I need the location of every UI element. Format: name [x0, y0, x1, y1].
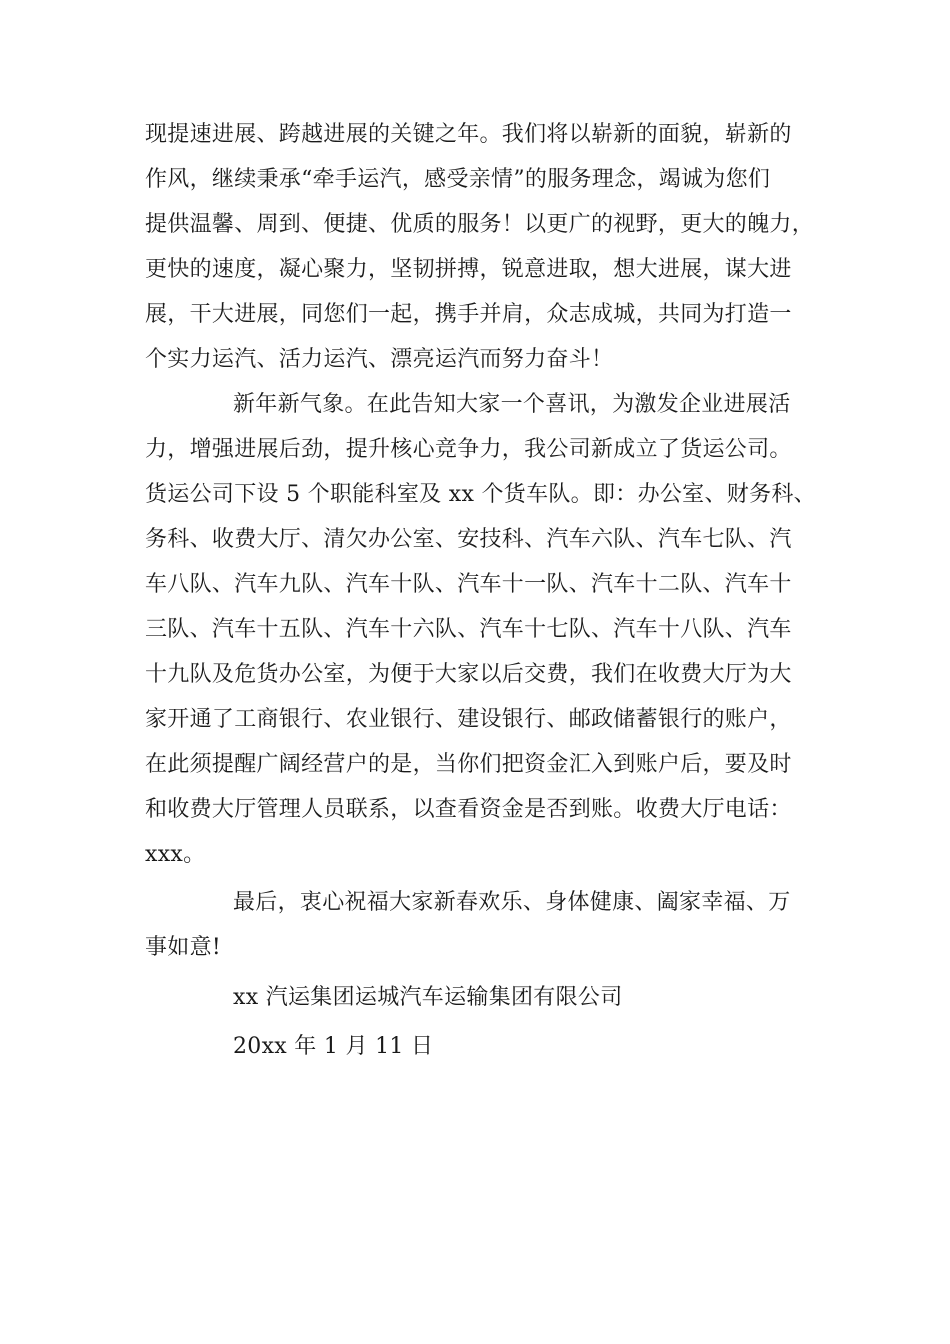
paragraph-1-line-2: 作风，继续秉承“牵手运汽，感受亲情”的服务理念，竭诚为您们 [145, 167, 771, 192]
paragraph-1-line-3: 提供温馨、周到、便捷、优质的服务！以更广的视野，更大的魄力， [145, 212, 815, 237]
paragraph-1-line-1: 现提速进展、跨越进展的关键之年。我们将以崭新的面貌，崭新的 [145, 122, 792, 147]
signature-company: xx 汽运集团运城汽车运输集团有限公司 [233, 985, 623, 1010]
paragraph-2-line-6: 三队、汽车十五队、汽车十六队、汽车十七队、汽车十八队、汽车 [145, 617, 792, 642]
paragraph-2-line-9: 在此须提醒广阔经营户的是，当你们把资金汇入到账户后，要及时 [145, 752, 792, 777]
paragraph-3-line-1: 最后，衷心祝福大家新春欢乐、身体健康、阖家幸福、万 [233, 890, 791, 915]
paragraph-2-line-3: 货运公司下设 5 个职能科室及 xx 个货车队。即：办公室、财务科、 [145, 482, 816, 507]
paragraph-2-line-10: 和收费大厅管理人员联系，以查看资金是否到账。收费大厅电话： [145, 797, 792, 822]
paragraph-3-line-2: 事如意! [145, 935, 222, 960]
paragraph-2-line-11: xxx。 [145, 842, 206, 867]
paragraph-1-line-6: 个实力运汽、活力运汽、漂亮运汽而努力奋斗！ [145, 347, 614, 372]
paragraph-2-line-5: 车八队、汽车九队、汽车十队、汽车十一队、汽车十二队、汽车十 [145, 572, 792, 597]
paragraph-2-line-2: 力，增强进展后劲，提升核心竞争力，我公司新成立了货运公司。 [145, 437, 792, 462]
paragraph-2-line-8: 家开通了工商银行、农业银行、建设银行、邮政储蓄银行的账户， [145, 707, 792, 732]
signature-date: 20xx 年 1 月 11 日 [233, 1034, 434, 1059]
paragraph-2-line-7: 十九队及危货办公室，为便于大家以后交费，我们在收费大厅为大 [145, 662, 792, 687]
paragraph-1-line-5: 展，干大进展，同您们一起，携手并肩，众志成城，共同为打造一 [145, 302, 792, 327]
paragraph-1-line-4: 更快的速度，凝心聚力，坚韧拼搏，锐意进取，想大进展，谋大进 [145, 257, 792, 282]
paragraph-2-line-4: 务科、收费大厅、清欠办公室、安技科、汽车六队、汽车七队、汽 [145, 527, 792, 552]
paragraph-2-line-1: 新年新气象。在此告知大家一个喜讯，为激发企业进展活 [233, 392, 791, 417]
